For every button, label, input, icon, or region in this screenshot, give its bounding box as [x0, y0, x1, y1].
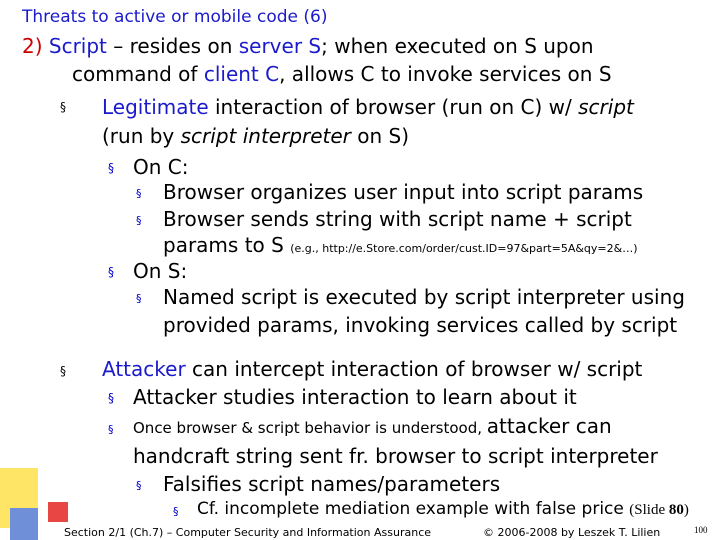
point2-script: Script	[48, 34, 107, 58]
legit-interp: script interpreter	[180, 124, 351, 148]
a4-slide-num: 80	[668, 502, 684, 518]
a2-line2: handcraft string sent fr. browser to script interpreter	[133, 444, 658, 468]
attacker-line1	[102, 357, 642, 381]
onS-label: On S:	[133, 259, 188, 283]
c1-text: Browser organizes user input into script params	[163, 180, 644, 204]
c2-url: http://e.Store.com/order/cust.ID=97&part=5A&qy=2&…	[322, 242, 634, 255]
onS-bullet: §	[108, 265, 114, 279]
onC-bullet: §	[108, 161, 114, 175]
a4-line	[197, 499, 689, 519]
legit-line1	[102, 95, 634, 119]
legit-script: script	[578, 95, 634, 119]
point2-text2: ; when executed on S upon	[321, 34, 594, 58]
c1-bullet: §	[136, 187, 142, 200]
attacker-text1: can intercept interaction of browser w/ script	[185, 357, 643, 381]
point2-server: server S	[238, 34, 322, 58]
a2-line1	[133, 414, 612, 438]
a3-text: Falsifies script names/parameters	[163, 472, 501, 496]
a2-big-text: attacker can	[486, 414, 612, 438]
s1-text: Named script is executed by script interpreter using	[163, 285, 685, 309]
legit-word: Legitimate	[102, 95, 209, 119]
footer-copyright: © 2006-2008 by Leszek T. Lilien	[483, 526, 661, 539]
point2-line2	[72, 62, 612, 86]
footer-section: Section 2/1 (Ch.7) – Computer Security and Information Assurance	[64, 526, 432, 539]
s1-text2: provided params, invoking services called by script	[163, 313, 678, 337]
legit-text1: interaction of browser (run on C) w/	[208, 95, 579, 119]
a4-bullet: §	[173, 505, 179, 518]
c2-paren-close: )	[633, 242, 638, 255]
legit-text3: on S)	[350, 124, 410, 148]
a3-bullet: §	[136, 479, 142, 492]
point2-line1	[22, 34, 594, 58]
c2-params: params to S	[163, 233, 291, 257]
c2-bullet: §	[136, 214, 142, 227]
c2-paren-open: (e.g.,	[290, 242, 323, 255]
c2-line2	[163, 233, 638, 257]
point2-client: client C	[203, 62, 280, 86]
decor-red-square	[48, 502, 68, 522]
a1-text: Attacker studies interaction to learn about it	[133, 385, 577, 409]
a4-slide-open: (Slide	[629, 502, 669, 518]
onC-label: On C:	[133, 155, 189, 179]
legit-bullet: §	[60, 100, 66, 114]
legit-line2	[102, 124, 409, 148]
c2-text: Browser sends string with script name + script	[163, 207, 632, 231]
point2-text1: – resides on	[106, 34, 239, 58]
a4-slide-close: )	[683, 502, 689, 518]
s1-bullet: §	[136, 292, 142, 305]
point2-text3: command of	[72, 62, 204, 86]
point2-number: 2)	[22, 34, 43, 58]
point2-text4: , allows C to invoke services on S	[279, 62, 612, 86]
attacker-bullet: §	[60, 364, 66, 378]
decor-blue-square	[10, 508, 38, 540]
a2-bullet: §	[108, 423, 114, 436]
slide-title: Threats to active or mobile code (6)	[22, 7, 328, 27]
a1-bullet: §	[108, 391, 114, 405]
a2-small-text: Once browser & script behavior is understood,	[133, 419, 487, 437]
a4-text: Cf. incomplete mediation example with false price	[197, 499, 630, 519]
page-number: 100	[694, 525, 708, 535]
legit-text2: (run by	[102, 124, 181, 148]
attacker-word: Attacker	[102, 357, 186, 381]
